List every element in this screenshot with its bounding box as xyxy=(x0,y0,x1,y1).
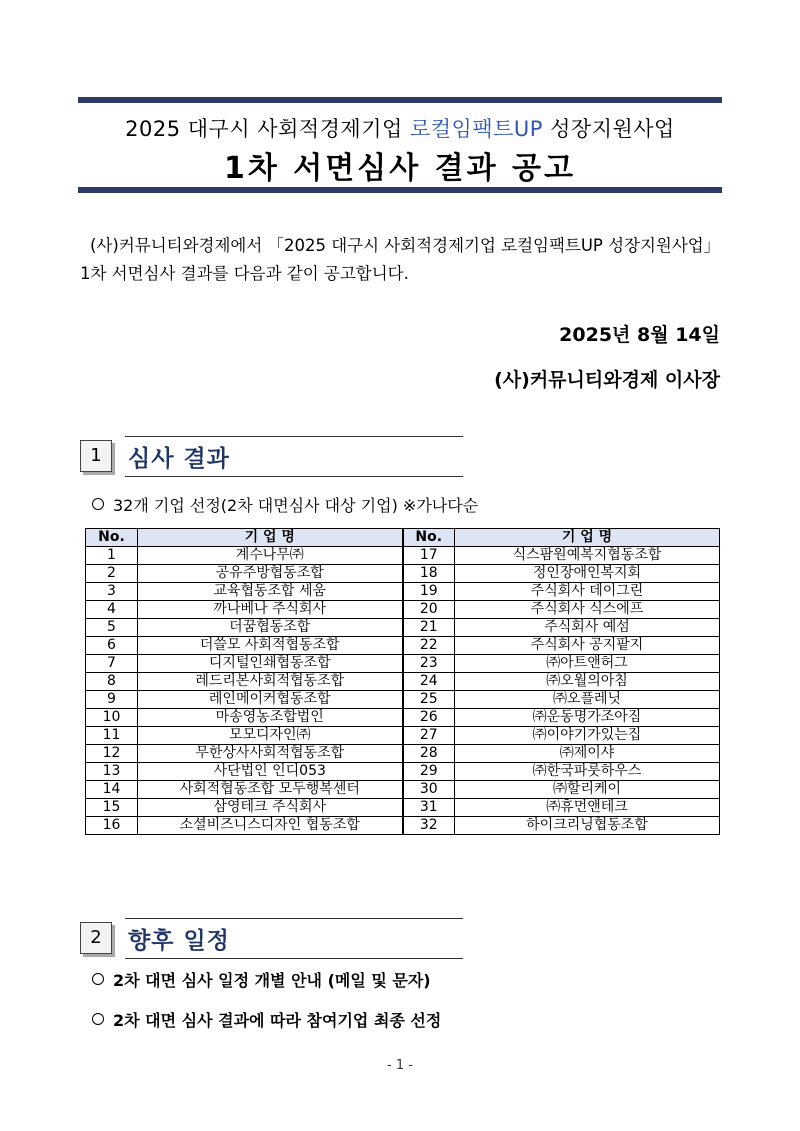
circle-bullet-icon xyxy=(92,498,104,510)
cell-no-right: 19 xyxy=(403,583,455,601)
cell-name-left: 더꿈협동조합 xyxy=(138,619,403,637)
table-row xyxy=(86,565,720,583)
cell-no-right: 18 xyxy=(403,565,455,583)
table-row xyxy=(86,547,720,565)
cell-name-right: ㈜이야기가있는집 xyxy=(455,727,720,745)
table-row xyxy=(86,745,720,763)
cell-name-left: 삼영테크 주식회사 xyxy=(138,799,403,817)
cell-no-right: 32 xyxy=(403,817,455,835)
cell-name-left: 사회적협동조합 모두행복센터 xyxy=(138,781,403,799)
cell-no-left: 15 xyxy=(86,799,138,817)
page-number: - 1 - xyxy=(387,1058,413,1073)
section-1-title: 심사 결과 xyxy=(125,440,463,473)
cell-no-right: 29 xyxy=(403,763,455,781)
header-name-left: 기 업 명 xyxy=(138,529,403,547)
subtitle-post: 성장지원사업 xyxy=(542,117,675,141)
cell-no-left: 5 xyxy=(86,619,138,637)
results-table xyxy=(85,528,720,835)
table-body xyxy=(86,547,720,835)
cell-name-right: ㈜오월의아침 xyxy=(455,673,720,691)
table-row xyxy=(86,601,720,619)
cell-name-left: 계수나무㈜ xyxy=(138,547,403,565)
cell-no-right: 22 xyxy=(403,637,455,655)
cell-no-right: 24 xyxy=(403,673,455,691)
cell-no-left: 4 xyxy=(86,601,138,619)
cell-name-right: ㈜제이샤 xyxy=(455,745,720,763)
cell-name-right: 정인장애인복지회 xyxy=(455,565,720,583)
schedule-bullet-1 xyxy=(92,968,431,991)
section-1-number: 1 xyxy=(80,440,112,472)
cell-no-left: 16 xyxy=(86,817,138,835)
cell-name-right: 식스팜원예복지협동조합 xyxy=(455,547,720,565)
cell-no-left: 12 xyxy=(86,745,138,763)
cell-name-right: ㈜할리케이 xyxy=(455,781,720,799)
cell-name-left: 더쓸모 사회적협동조합 xyxy=(138,637,403,655)
cell-name-left: 사단법인 인디053 xyxy=(138,763,403,781)
cell-no-right: 26 xyxy=(403,709,455,727)
cell-no-right: 31 xyxy=(403,799,455,817)
subtitle-accent: 로컬임팩트UP xyxy=(409,117,543,141)
cell-name-left: 모모디자인㈜ xyxy=(138,727,403,745)
cell-name-left: 무한상사사회적협동조합 xyxy=(138,745,403,763)
section-1-bullet xyxy=(92,493,478,516)
table-row xyxy=(86,799,720,817)
header-subtitle xyxy=(0,113,800,143)
cell-name-left: 레인메이커협동조합 xyxy=(138,691,403,709)
subtitle-pre: 2025 대구시 사회적경제기업 xyxy=(125,117,410,141)
cell-name-right: 주식회사 식스에프 xyxy=(455,601,720,619)
circle-bullet-icon xyxy=(92,973,104,985)
cell-name-right: ㈜운동명가조아짐 xyxy=(455,709,720,727)
cell-name-left: 레드리본사회적협동조합 xyxy=(138,673,403,691)
table-row xyxy=(86,709,720,727)
table-row xyxy=(86,691,720,709)
table-row xyxy=(86,655,720,673)
table-row xyxy=(86,619,720,637)
cell-no-left: 9 xyxy=(86,691,138,709)
intro-line-1: (사)커뮤니티와경제에서 「2025 대구시 사회적경제기업 로컬임팩트UP 성장지원사업」 xyxy=(90,236,721,255)
header-name-right: 기 업 명 xyxy=(455,529,720,547)
table-row xyxy=(86,817,720,835)
cell-no-left: 3 xyxy=(86,583,138,601)
cell-no-right: 23 xyxy=(403,655,455,673)
cell-name-right: 하이크리닝협동조합 xyxy=(455,817,720,835)
header-top-rule xyxy=(78,97,722,103)
cell-no-right: 25 xyxy=(403,691,455,709)
cell-no-right: 20 xyxy=(403,601,455,619)
schedule-bullet-2 xyxy=(92,1008,441,1031)
header-bottom-rule xyxy=(78,187,722,193)
cell-name-right: 주식회사 예섬 xyxy=(455,619,720,637)
header-no-right: No. xyxy=(403,529,455,547)
cell-name-right: 주식회사 데이그린 xyxy=(455,583,720,601)
cell-no-right: 30 xyxy=(403,781,455,799)
cell-name-right: ㈜오플레닛 xyxy=(455,691,720,709)
cell-no-right: 27 xyxy=(403,727,455,745)
announcement-date: 2025년 8월 14일 xyxy=(559,324,720,346)
cell-no-left: 8 xyxy=(86,673,138,691)
cell-no-left: 7 xyxy=(86,655,138,673)
page-title: 1차 서면심사 결과 공고 xyxy=(223,151,577,186)
cell-name-left: 교육협동조합 세움 xyxy=(138,583,403,601)
cell-no-left: 2 xyxy=(86,565,138,583)
cell-name-right: ㈜휴먼앤테크 xyxy=(455,799,720,817)
header-no-left: No. xyxy=(86,529,138,547)
cell-name-right: ㈜아트앤허그 xyxy=(455,655,720,673)
table-row xyxy=(86,763,720,781)
schedule-bullet-2-text: 2차 대면 심사 결과에 따라 참여기업 최종 선정 xyxy=(113,1011,442,1030)
cell-name-right: ㈜한국파룻하우스 xyxy=(455,763,720,781)
cell-name-left: 마송영농조합법인 xyxy=(138,709,403,727)
intro-paragraph xyxy=(80,232,730,288)
schedule-bullet-1-text: 2차 대면 심사 일정 개별 안내 (메일 및 문자) xyxy=(113,971,431,990)
issuing-organization: (사)커뮤니티와경제 이사장 xyxy=(494,369,720,391)
cell-no-left: 1 xyxy=(86,547,138,565)
cell-name-left: 소셜비즈니스디자인 협동조합 xyxy=(138,817,403,835)
table-row xyxy=(86,727,720,745)
cell-no-left: 13 xyxy=(86,763,138,781)
table-header-row xyxy=(86,529,720,547)
cell-name-left: 디지털인쇄협동조합 xyxy=(138,655,403,673)
table-row xyxy=(86,583,720,601)
cell-name-left: 공유주방협동조합 xyxy=(138,565,403,583)
table-row xyxy=(86,781,720,799)
cell-name-left: 까나베나 주식회사 xyxy=(138,601,403,619)
circle-bullet-icon xyxy=(92,1013,104,1025)
section-2-title: 향후 일정 xyxy=(125,922,463,955)
cell-no-right: 17 xyxy=(403,547,455,565)
cell-no-left: 10 xyxy=(86,709,138,727)
cell-no-left: 6 xyxy=(86,637,138,655)
cell-no-right: 21 xyxy=(403,619,455,637)
table-row xyxy=(86,637,720,655)
section-2-number: 2 xyxy=(80,922,112,954)
cell-no-left: 14 xyxy=(86,781,138,799)
intro-line-2: 1차 서면심사 결과를 다음과 같이 공고합니다. xyxy=(80,264,409,283)
table-row xyxy=(86,673,720,691)
cell-no-right: 28 xyxy=(403,745,455,763)
cell-name-right: 주식회사 공지팥지 xyxy=(455,637,720,655)
cell-no-left: 11 xyxy=(86,727,138,745)
section-1-bullet-text: 32개 기업 선정(2차 대면심사 대상 기업) ※가나다순 xyxy=(113,496,479,515)
